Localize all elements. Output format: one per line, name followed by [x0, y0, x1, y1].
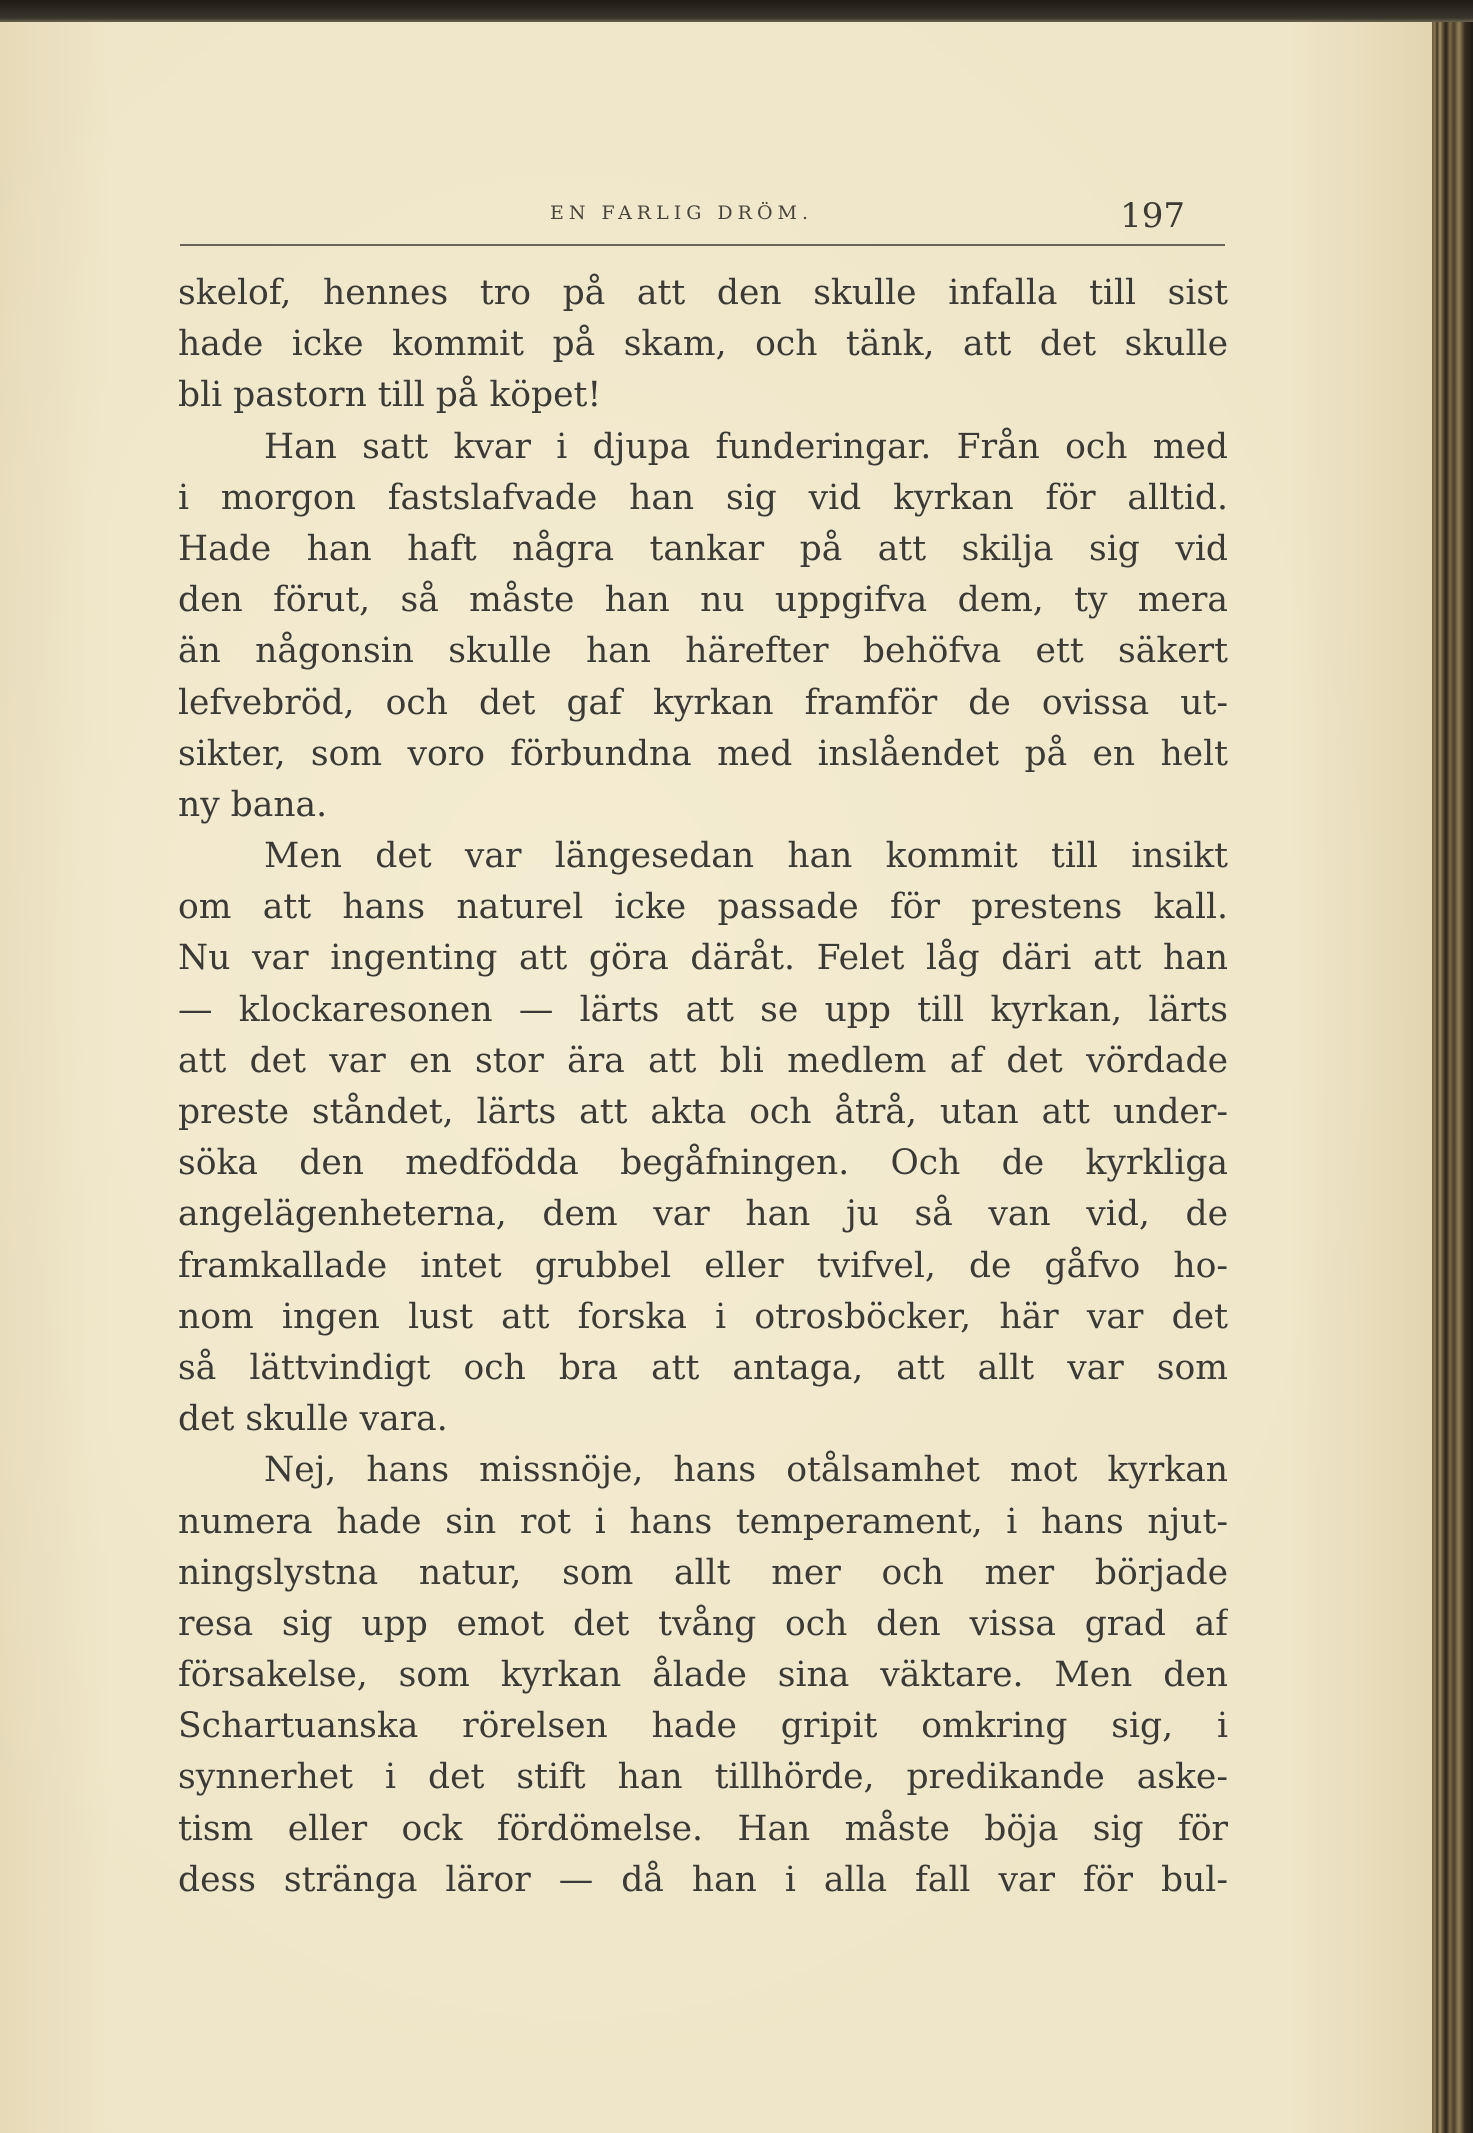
book-spine	[1432, 22, 1473, 2133]
text-line: att det var en stor ära att bli medlem af det vördade	[178, 1040, 1228, 1081]
text-line: angelägenheterna, dem var han ju så van vid, de	[178, 1194, 1228, 1235]
text-line: om att hans naturel icke passade för prestens kall.	[178, 887, 1228, 928]
text-line: Nej, hans missnöje, hans otålsamhet mot kyrkan	[264, 1450, 1228, 1491]
text-line: skelof, hennes tro på att den skulle infalla till sist	[178, 273, 1228, 313]
text-line: — klockaresonen — lärts att se upp till kyrkan, lärts	[178, 989, 1228, 1030]
text-line: söka den medfödda begåfningen. Och de kyrkliga	[178, 1143, 1228, 1184]
running-title: EN FARLIG DRÖM.	[550, 202, 814, 224]
text-line: hade icke kommit på skam, och tänk, att det skulle	[178, 324, 1228, 365]
text-line: så lättvindigt och bra att antaga, att allt var som	[178, 1347, 1228, 1388]
text-line: det skulle vara.	[178, 1399, 448, 1440]
text-line: i morgon fastslafvade han sig vid kyrkan för alltid.	[178, 477, 1228, 518]
text-line: ny bana.	[178, 784, 328, 825]
text-line: Men det var längesedan han kommit till insikt	[264, 836, 1228, 877]
text-line: lefvebröd, och det gaf kyrkan framför de ovissa ut-	[178, 682, 1228, 723]
text-line: Nu var ingenting att göra däråt. Felet låg däri att han	[178, 938, 1228, 979]
text-line: försakelse, som kyrkan ålade sina väktare. Men den	[178, 1655, 1228, 1696]
text-line: dess stränga läror — då han i alla fall var för bul-	[178, 1859, 1228, 1900]
text-line: synnerhet i det stift han tillhörde, predikande aske-	[178, 1757, 1228, 1798]
text-line: Hade han haft några tankar på att skilja sig vid	[178, 528, 1228, 569]
text-line: numera hade sin rot i hans temperament, i hans njut-	[178, 1501, 1228, 1542]
header-rule	[180, 244, 1225, 246]
text-line: Han satt kvar i djupa funderingar. Från och med	[264, 426, 1228, 467]
text-line: ningslystna natur, som allt mer och mer började	[178, 1552, 1228, 1593]
text-line: bli pastorn till på köpet!	[178, 375, 602, 416]
text-line: framkallade intet grubbel eller tvifvel, de gåfvo ho-	[178, 1245, 1228, 1286]
text-line: än någonsin skulle han härefter behöfva ett säkert	[178, 631, 1228, 672]
text-line: den förut, så måste han nu uppgifva dem, ty mera	[178, 580, 1228, 621]
text-line: resa sig upp emot det tvång och den vissa grad af	[178, 1603, 1228, 1644]
page-header	[180, 196, 1190, 244]
text-line: Schartuanska rörelsen hade gripit omkring sig, i	[178, 1706, 1228, 1747]
body-text	[178, 268, 1228, 1906]
page-number: 197	[1120, 196, 1185, 236]
text-line: preste ståndet, lärts att akta och åtrå, utan att under-	[178, 1092, 1228, 1132]
text-line: nom ingen lust att forska i otrosböcker, här var det	[178, 1296, 1228, 1337]
text-line: sikter, som voro förbundna med inslåendet på en helt	[178, 733, 1228, 774]
text-line: tism eller ock fördömelse. Han måste böja sig för	[178, 1808, 1228, 1849]
